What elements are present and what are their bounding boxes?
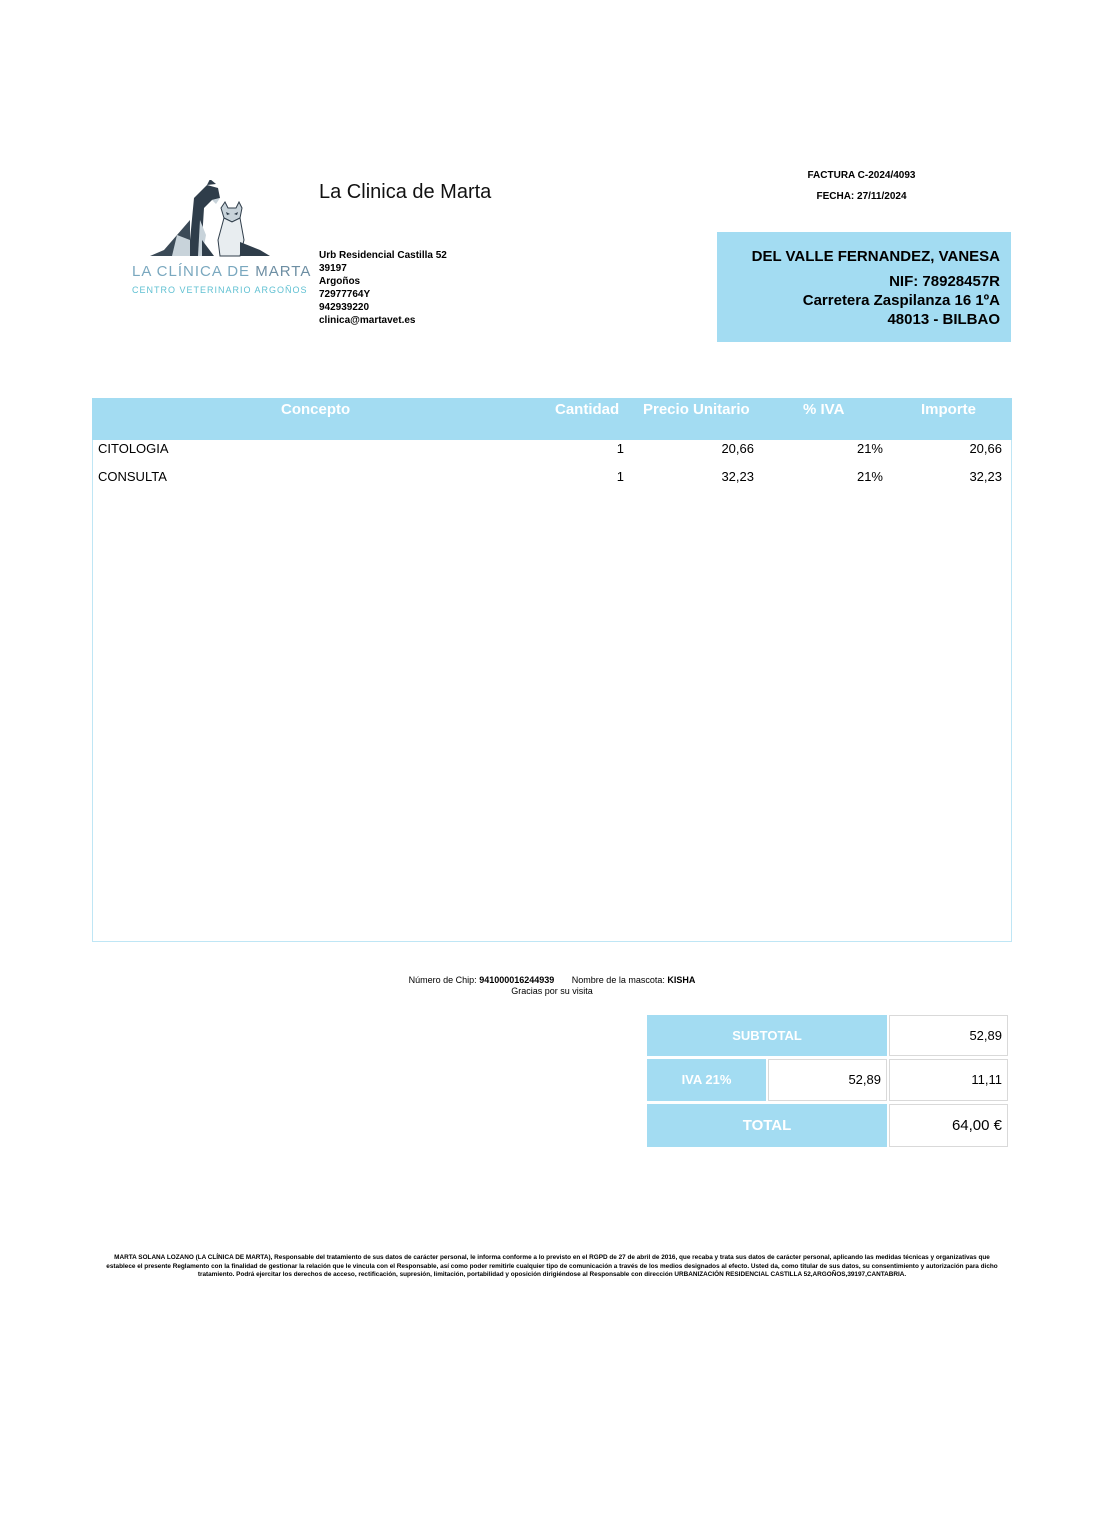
table-row <box>93 441 1011 469</box>
cell-precio: 20,66 <box>721 441 754 456</box>
cell-importe: 32,23 <box>969 469 1002 484</box>
table-row <box>93 469 1011 497</box>
legal-line: tratamiento. Podrá ejercitar los derechos de acceso, rectificación, supresión, limitación, portabilidad y oposición dirigiéndose al Responsable con dirección URBANIZACIÓN RESIDENCIAL CASTILLA 52,ARGOÑOS,39197,CANTABRIA. <box>197 1271 907 1278</box>
clinic-address-line: 39197 <box>319 263 347 274</box>
clinic-address <box>319 249 447 327</box>
iva-value: 11,11 <box>889 1059 1008 1101</box>
iva-label: IVA 21% <box>647 1059 766 1101</box>
total-value: 64,00 € <box>889 1104 1008 1147</box>
clinic-name: La Clinica de Marta <box>319 181 492 203</box>
cell-precio: 32,23 <box>721 469 754 484</box>
logo-wordmark <box>132 263 312 280</box>
cell-cantidad: 1 <box>616 441 624 456</box>
pet-info <box>0 975 1104 985</box>
cell-iva: 21% <box>856 469 883 484</box>
legal-line: MARTA SOLANA LOZANO (LA CLÍNICA DE MARTA), Responsable del tratamiento de sus datos de carácter personal, le informa conforme a lo previsto en el RGPD de 27 de abril de 2016, que recaba y trata sus datos de carácter personal, aplicando las medidas técnicas y organizativas que <box>114 1254 990 1261</box>
client-box <box>717 232 1011 342</box>
legal-line: establece el presente Reglamento con la finalidad de gestionar la relación que le vincula con el Responsable, así como poder remitirle cualquier tipo de comunicación a través de los medios designados al efecto. Usted da, como titular de sus datos, su consentimiento y autorización para dicho <box>106 1262 998 1270</box>
subtotal-label: SUBTOTAL <box>647 1015 887 1056</box>
client-city: 48013 - BILBAO <box>887 311 1000 328</box>
clinic-address-line: Urb Residencial Castilla 52 <box>319 250 447 261</box>
header-importe: Importe <box>921 401 977 418</box>
logo-wordmark-dark: MARTA <box>255 263 312 280</box>
logo-tagline: CENTRO VETERINARIO ARGOÑOS <box>132 285 308 295</box>
cell-cantidad: 1 <box>616 469 624 484</box>
header-iva: % IVA <box>803 401 845 418</box>
header-cantidad: Cantidad <box>555 401 620 418</box>
iva-base: 52,89 <box>768 1059 887 1101</box>
cell-importe: 20,66 <box>969 441 1002 456</box>
header-precio: Precio Unitario <box>643 401 750 418</box>
header-concepto: Concepto <box>281 401 351 418</box>
pet-name-label: Nombre de la mascota: <box>571 975 665 985</box>
clinic-address-line: 72977764Y <box>319 289 371 300</box>
items-table <box>92 398 1012 942</box>
legal-footer <box>88 1254 1016 1280</box>
client-address: Carretera Zaspilanza 16 1ºA <box>802 292 1000 309</box>
clinic-address-line: 942939220 <box>319 302 370 313</box>
invoice-date: FECHA: 27/11/2024 <box>816 191 907 202</box>
invoice-number: FACTURA C-2024/4093 <box>807 170 916 181</box>
cell-concepto: CITOLOGIA <box>98 441 169 456</box>
pet-name-value: KISHA <box>667 975 696 985</box>
clinic-address-line: Argoños <box>319 276 361 287</box>
clinic-address-line: clinica@martavet.es <box>319 315 416 326</box>
total-label: TOTAL <box>647 1104 887 1147</box>
items-table-header <box>92 398 1012 440</box>
logo-wordmark-light: LA CLÍNICA DE <box>132 263 251 280</box>
cell-concepto: CONSULTA <box>98 469 167 484</box>
chip-value: 941000016244939 <box>479 975 555 985</box>
chip-label: Número de Chip: <box>408 975 477 985</box>
thanks-note: Gracias por su visita <box>511 986 593 996</box>
client-nif: NIF: 78928457R <box>889 273 1000 290</box>
client-name: DEL VALLE FERNANDEZ, VANESA <box>751 248 1000 265</box>
subtotal-value: 52,89 <box>889 1015 1008 1056</box>
cell-iva: 21% <box>856 441 883 456</box>
